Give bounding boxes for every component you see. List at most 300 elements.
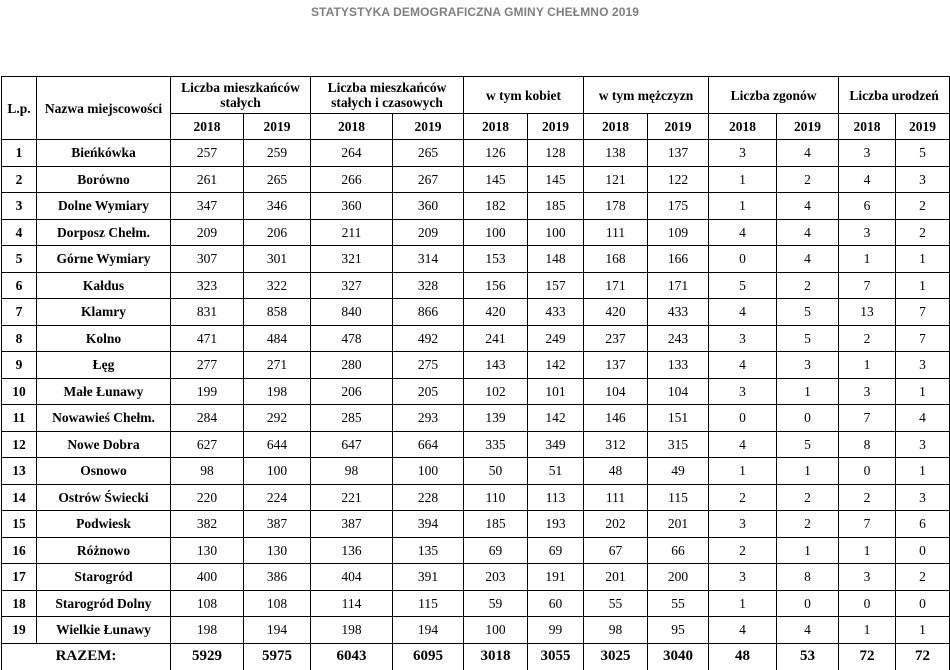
row-value: 67 <box>584 537 648 564</box>
total-value: 6043 <box>311 643 393 670</box>
row-value: 1 <box>896 617 950 644</box>
row-value: 4 <box>709 617 777 644</box>
row-value: 220 <box>171 484 244 511</box>
row-value: 136 <box>311 537 393 564</box>
row-value: 261 <box>171 166 244 193</box>
header-year: 2018 <box>171 114 244 140</box>
row-value: 321 <box>311 246 393 273</box>
row-value: 224 <box>244 484 311 511</box>
row-value: 5 <box>777 431 839 458</box>
row-name: Starogród <box>37 564 171 591</box>
row-value: 400 <box>171 564 244 591</box>
row-value: 194 <box>393 617 464 644</box>
row-value: 386 <box>244 564 311 591</box>
table-row <box>2 617 950 644</box>
row-value: 644 <box>244 431 311 458</box>
header-year: 2018 <box>311 114 393 140</box>
header-name: Nazwa miejscowości <box>37 77 171 140</box>
row-value: 153 <box>464 246 528 273</box>
table-row <box>2 219 950 246</box>
row-value: 211 <box>311 219 393 246</box>
row-value: 4 <box>777 246 839 273</box>
header-lp: L.p. <box>2 77 37 140</box>
header-year: 2019 <box>528 114 584 140</box>
row-value: 264 <box>311 140 393 167</box>
row-value: 1 <box>777 537 839 564</box>
row-value: 382 <box>171 511 244 538</box>
row-value: 209 <box>393 219 464 246</box>
row-lp: 9 <box>2 352 37 379</box>
row-value: 185 <box>464 511 528 538</box>
header-group-births: Liczba urodzeń <box>839 77 950 114</box>
row-value: 209 <box>171 219 244 246</box>
row-value: 328 <box>393 272 464 299</box>
row-value: 108 <box>171 590 244 617</box>
row-value: 178 <box>584 193 648 220</box>
row-value: 4 <box>839 166 896 193</box>
row-value: 100 <box>464 219 528 246</box>
row-value: 4 <box>777 617 839 644</box>
table-row <box>2 511 950 538</box>
row-value: 168 <box>584 246 648 273</box>
row-value: 130 <box>244 537 311 564</box>
row-value: 237 <box>584 325 648 352</box>
row-value: 104 <box>584 378 648 405</box>
row-value: 3 <box>709 140 777 167</box>
row-value: 387 <box>311 511 393 538</box>
header-group-residents: Liczba mieszkańców stałych <box>171 77 311 114</box>
row-name: Dorposz Chełm. <box>37 219 171 246</box>
row-value: 99 <box>528 617 584 644</box>
row-lp: 10 <box>2 378 37 405</box>
row-value: 5 <box>777 325 839 352</box>
row-value: 1 <box>839 246 896 273</box>
row-value: 60 <box>528 590 584 617</box>
row-value: 111 <box>584 484 648 511</box>
row-value: 108 <box>244 590 311 617</box>
row-value: 51 <box>528 458 584 485</box>
row-value: 840 <box>311 299 393 326</box>
total-value: 3040 <box>648 643 709 670</box>
row-value: 115 <box>393 590 464 617</box>
row-value: 145 <box>464 166 528 193</box>
row-lp: 1 <box>2 140 37 167</box>
row-value: 8 <box>839 431 896 458</box>
total-label: RAZEM: <box>2 643 171 670</box>
row-value: 7 <box>896 325 950 352</box>
row-value: 280 <box>311 352 393 379</box>
row-value: 4 <box>777 193 839 220</box>
row-value: 5 <box>896 140 950 167</box>
row-value: 0 <box>709 405 777 432</box>
row-value: 275 <box>393 352 464 379</box>
row-value: 182 <box>464 193 528 220</box>
row-value: 1 <box>896 272 950 299</box>
row-value: 866 <box>393 299 464 326</box>
row-value: 4 <box>709 219 777 246</box>
total-value: 6095 <box>393 643 464 670</box>
table-row <box>2 458 950 485</box>
total-value: 3025 <box>584 643 648 670</box>
header-year: 2019 <box>648 114 709 140</box>
row-value: 4 <box>896 405 950 432</box>
row-value: 2 <box>839 484 896 511</box>
row-value: 206 <box>311 378 393 405</box>
row-value: 0 <box>777 590 839 617</box>
row-value: 198 <box>171 617 244 644</box>
row-value: 114 <box>311 590 393 617</box>
row-value: 1 <box>777 458 839 485</box>
table-row <box>2 590 950 617</box>
row-value: 200 <box>648 564 709 591</box>
row-name: Bieńkówka <box>37 140 171 167</box>
row-value: 98 <box>171 458 244 485</box>
row-value: 267 <box>393 166 464 193</box>
row-value: 1 <box>709 458 777 485</box>
row-value: 55 <box>648 590 709 617</box>
row-value: 95 <box>648 617 709 644</box>
row-value: 228 <box>393 484 464 511</box>
row-value: 5 <box>709 272 777 299</box>
row-value: 157 <box>528 272 584 299</box>
row-value: 0 <box>896 590 950 617</box>
row-value: 312 <box>584 431 648 458</box>
page-title: STATYSTYKA DEMOGRAFICZNA GMINY CHEŁMNO 2019 <box>310 5 640 19</box>
row-lp: 6 <box>2 272 37 299</box>
row-value: 3 <box>896 166 950 193</box>
table-row <box>2 166 950 193</box>
row-value: 3 <box>709 378 777 405</box>
row-value: 293 <box>393 405 464 432</box>
row-value: 50 <box>464 458 528 485</box>
row-value: 2 <box>896 193 950 220</box>
row-value: 307 <box>171 246 244 273</box>
row-value: 133 <box>648 352 709 379</box>
total-value: 48 <box>709 643 777 670</box>
header-year: 2018 <box>464 114 528 140</box>
row-value: 420 <box>464 299 528 326</box>
row-value: 4 <box>709 299 777 326</box>
row-value: 100 <box>393 458 464 485</box>
total-value: 5929 <box>171 643 244 670</box>
row-value: 471 <box>171 325 244 352</box>
row-value: 1 <box>709 166 777 193</box>
row-value: 137 <box>584 352 648 379</box>
row-name: Kolno <box>37 325 171 352</box>
row-value: 2 <box>777 484 839 511</box>
row-value: 322 <box>244 272 311 299</box>
row-lp: 4 <box>2 219 37 246</box>
total-value: 53 <box>777 643 839 670</box>
row-value: 148 <box>528 246 584 273</box>
row-value: 259 <box>244 140 311 167</box>
row-value: 0 <box>896 537 950 564</box>
row-lp: 15 <box>2 511 37 538</box>
row-value: 130 <box>171 537 244 564</box>
row-value: 199 <box>171 378 244 405</box>
row-value: 301 <box>244 246 311 273</box>
row-value: 185 <box>528 193 584 220</box>
row-value: 1 <box>839 617 896 644</box>
table-body <box>2 140 950 644</box>
row-value: 627 <box>171 431 244 458</box>
row-name: Dolne Wymiary <box>37 193 171 220</box>
row-value: 2 <box>839 325 896 352</box>
row-name: Nowawieś Chełm. <box>37 405 171 432</box>
row-value: 3 <box>839 140 896 167</box>
row-value: 3 <box>896 484 950 511</box>
row-value: 1 <box>839 537 896 564</box>
table-row <box>2 564 950 591</box>
header-year: 2019 <box>393 114 464 140</box>
row-value: 66 <box>648 537 709 564</box>
row-value: 1 <box>839 352 896 379</box>
row-value: 49 <box>648 458 709 485</box>
row-value: 241 <box>464 325 528 352</box>
row-value: 647 <box>311 431 393 458</box>
row-value: 191 <box>528 564 584 591</box>
row-value: 360 <box>393 193 464 220</box>
row-lp: 18 <box>2 590 37 617</box>
row-value: 478 <box>311 325 393 352</box>
row-value: 3 <box>709 511 777 538</box>
row-value: 4 <box>777 140 839 167</box>
row-value: 201 <box>584 564 648 591</box>
row-value: 277 <box>171 352 244 379</box>
row-value: 387 <box>244 511 311 538</box>
row-value: 128 <box>528 140 584 167</box>
row-lp: 11 <box>2 405 37 432</box>
total-value: 72 <box>839 643 896 670</box>
row-name: Klamry <box>37 299 171 326</box>
row-value: 98 <box>584 617 648 644</box>
row-lp: 14 <box>2 484 37 511</box>
row-value: 113 <box>528 484 584 511</box>
row-value: 3 <box>839 219 896 246</box>
table-row <box>2 193 950 220</box>
row-lp: 17 <box>2 564 37 591</box>
row-name: Wielkie Łunawy <box>37 617 171 644</box>
row-value: 198 <box>311 617 393 644</box>
row-value: 100 <box>464 617 528 644</box>
row-value: 266 <box>311 166 393 193</box>
row-value: 69 <box>528 537 584 564</box>
table-row <box>2 431 950 458</box>
row-value: 243 <box>648 325 709 352</box>
row-value: 13 <box>839 299 896 326</box>
row-value: 327 <box>311 272 393 299</box>
row-value: 98 <box>311 458 393 485</box>
row-value: 2 <box>709 484 777 511</box>
total-row <box>2 643 950 670</box>
row-value: 0 <box>839 458 896 485</box>
row-value: 360 <box>311 193 393 220</box>
row-value: 175 <box>648 193 709 220</box>
row-value: 198 <box>244 378 311 405</box>
row-value: 284 <box>171 405 244 432</box>
header-year: 2019 <box>777 114 839 140</box>
row-value: 121 <box>584 166 648 193</box>
row-lp: 8 <box>2 325 37 352</box>
row-lp: 12 <box>2 431 37 458</box>
row-name: Osnowo <box>37 458 171 485</box>
row-value: 100 <box>244 458 311 485</box>
row-value: 111 <box>584 219 648 246</box>
row-value: 3 <box>839 564 896 591</box>
row-lp: 19 <box>2 617 37 644</box>
row-value: 404 <box>311 564 393 591</box>
row-value: 0 <box>709 246 777 273</box>
row-lp: 16 <box>2 537 37 564</box>
total-value: 3055 <box>528 643 584 670</box>
table-row <box>2 140 950 167</box>
row-lp: 5 <box>2 246 37 273</box>
row-value: 257 <box>171 140 244 167</box>
row-value: 202 <box>584 511 648 538</box>
row-lp: 2 <box>2 166 37 193</box>
row-value: 265 <box>244 166 311 193</box>
row-value: 433 <box>528 299 584 326</box>
row-value: 4 <box>709 352 777 379</box>
row-value: 1 <box>896 458 950 485</box>
row-value: 171 <box>584 272 648 299</box>
row-lp: 7 <box>2 299 37 326</box>
row-value: 831 <box>171 299 244 326</box>
row-value: 858 <box>244 299 311 326</box>
row-value: 7 <box>839 272 896 299</box>
header-group-deaths: Liczba zgonów <box>709 77 839 114</box>
row-value: 171 <box>648 272 709 299</box>
total-value: 5975 <box>244 643 311 670</box>
row-value: 346 <box>244 193 311 220</box>
row-name: Ostrów Świecki <box>37 484 171 511</box>
table-row <box>2 537 950 564</box>
row-value: 420 <box>584 299 648 326</box>
row-value: 7 <box>839 511 896 538</box>
header-row-groups <box>2 77 950 114</box>
row-value: 110 <box>464 484 528 511</box>
row-lp: 3 <box>2 193 37 220</box>
row-value: 314 <box>393 246 464 273</box>
total-value: 3018 <box>464 643 528 670</box>
row-value: 335 <box>464 431 528 458</box>
row-value: 100 <box>528 219 584 246</box>
header-group-women: w tym kobiet <box>464 77 584 114</box>
header-year: 2018 <box>584 114 648 140</box>
row-value: 0 <box>777 405 839 432</box>
row-name: Nowe Dobra <box>37 431 171 458</box>
header-year: 2018 <box>709 114 777 140</box>
row-value: 109 <box>648 219 709 246</box>
row-name: Małe Łunawy <box>37 378 171 405</box>
row-value: 151 <box>648 405 709 432</box>
header-year: 2019 <box>244 114 311 140</box>
row-value: 193 <box>528 511 584 538</box>
table-row <box>2 352 950 379</box>
row-name: Borówno <box>37 166 171 193</box>
header-year: 2018 <box>839 114 896 140</box>
row-value: 102 <box>464 378 528 405</box>
row-value: 115 <box>648 484 709 511</box>
row-value: 7 <box>896 299 950 326</box>
row-value: 265 <box>393 140 464 167</box>
row-value: 143 <box>464 352 528 379</box>
row-value: 3 <box>777 352 839 379</box>
row-value: 203 <box>464 564 528 591</box>
row-value: 664 <box>393 431 464 458</box>
row-value: 323 <box>171 272 244 299</box>
row-value: 3 <box>709 325 777 352</box>
table-row <box>2 325 950 352</box>
row-value: 2 <box>709 537 777 564</box>
row-value: 146 <box>584 405 648 432</box>
row-name: Kałdus <box>37 272 171 299</box>
row-value: 3 <box>896 431 950 458</box>
row-value: 206 <box>244 219 311 246</box>
row-value: 1 <box>896 246 950 273</box>
row-value: 8 <box>777 564 839 591</box>
row-value: 492 <box>393 325 464 352</box>
table-row <box>2 405 950 432</box>
row-value: 6 <box>896 511 950 538</box>
row-value: 1 <box>709 590 777 617</box>
row-name: Starogród Dolny <box>37 590 171 617</box>
row-name: Górne Wymiary <box>37 246 171 273</box>
row-value: 137 <box>648 140 709 167</box>
row-value: 126 <box>464 140 528 167</box>
row-value: 0 <box>839 590 896 617</box>
table-row <box>2 484 950 511</box>
row-lp: 13 <box>2 458 37 485</box>
row-value: 271 <box>244 352 311 379</box>
row-value: 2 <box>777 272 839 299</box>
header-group-men: w tym mężczyzn <box>584 77 709 114</box>
row-value: 166 <box>648 246 709 273</box>
row-value: 292 <box>244 405 311 432</box>
total-value: 72 <box>896 643 950 670</box>
row-value: 347 <box>171 193 244 220</box>
header-year: 2019 <box>896 114 950 140</box>
row-value: 101 <box>528 378 584 405</box>
table-row <box>2 246 950 273</box>
demographics-table <box>1 76 950 670</box>
row-value: 104 <box>648 378 709 405</box>
row-value: 2 <box>777 166 839 193</box>
table-row <box>2 272 950 299</box>
row-value: 55 <box>584 590 648 617</box>
row-value: 194 <box>244 617 311 644</box>
row-value: 69 <box>464 537 528 564</box>
row-value: 122 <box>648 166 709 193</box>
row-value: 48 <box>584 458 648 485</box>
row-value: 7 <box>839 405 896 432</box>
row-value: 3 <box>896 352 950 379</box>
row-name: Różnowo <box>37 537 171 564</box>
row-value: 205 <box>393 378 464 405</box>
table-row <box>2 378 950 405</box>
row-value: 3 <box>839 378 896 405</box>
row-value: 5 <box>777 299 839 326</box>
row-value: 135 <box>393 537 464 564</box>
row-value: 484 <box>244 325 311 352</box>
row-value: 3 <box>709 564 777 591</box>
row-value: 221 <box>311 484 393 511</box>
row-value: 394 <box>393 511 464 538</box>
row-value: 59 <box>464 590 528 617</box>
row-value: 201 <box>648 511 709 538</box>
row-value: 433 <box>648 299 709 326</box>
row-value: 1 <box>896 378 950 405</box>
